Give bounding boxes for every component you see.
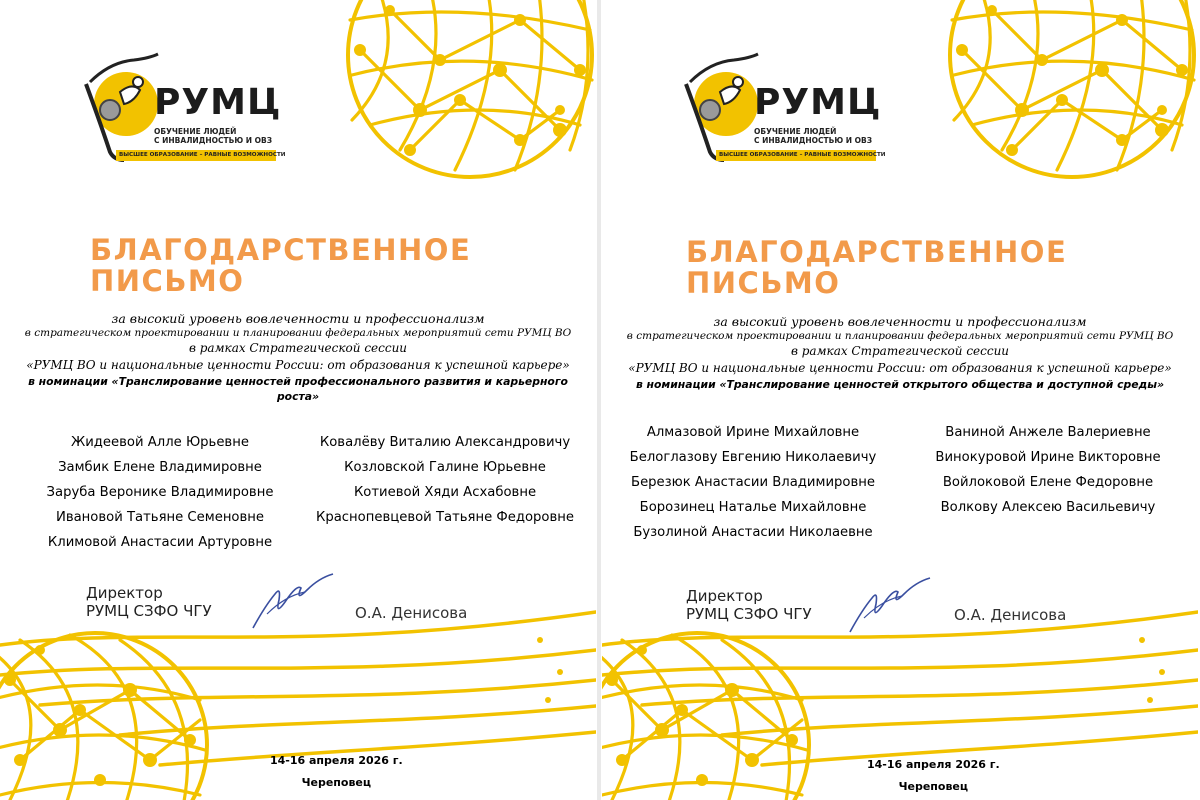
recipient-name: Белоглазову Евгению Николаевичу <box>629 450 877 465</box>
event-date: 14-16 апреля 2026 г. <box>867 758 1000 771</box>
recipient-name: Козловской Галине Юрьевне <box>344 460 546 475</box>
recipient-name: Борозинец Наталье Михайловне <box>639 500 867 515</box>
recipient-name: Ивановой Татьяне Семеновне <box>55 510 265 525</box>
recipient-name: Жидеевой Алле Юрьевне <box>71 435 249 450</box>
recipient-name: Котиевой Хяди Асхабовне <box>353 485 537 500</box>
globe-bottom-left <box>0 633 207 800</box>
recipient-name: Краснопевцевой Татьяне Федоровне <box>315 510 574 525</box>
document-title <box>90 235 471 297</box>
nomination: в номинации «Транслирование ценностей открытого общества и доступной среды» <box>635 378 1165 391</box>
recipient-name: Ваниной Анжеле Валериевне <box>945 425 1151 440</box>
recipient-name: Березюк Анастасии Владимировне <box>631 475 875 490</box>
wave-dots <box>1139 637 1165 703</box>
footer <box>867 754 1000 798</box>
session-title: «РУМЦ ВО и национальные ценности России: от образования к успешной карьере» <box>26 358 570 372</box>
recipient-name: Алмазовой Ирине Михайловне <box>646 425 860 440</box>
wave-dots <box>537 637 563 703</box>
recipient-name: Заруба Веронике Владимировне <box>46 485 274 500</box>
signature-icon <box>245 566 340 636</box>
event-city: Череповец <box>898 780 969 793</box>
signer-name: О.А. Денисова <box>355 604 468 622</box>
globe-bottom-left <box>602 633 809 800</box>
award-context: в стратегическом проектировании и планировании федеральных мероприятий сети РУМЦ ВО <box>24 327 572 339</box>
logo-name: РУМЦ <box>754 82 882 123</box>
recipients-column-1 <box>22 430 298 555</box>
award-reason: за высокий уровень вовлеченности и профессионализм <box>111 311 485 326</box>
logo-tagline: ВЫСШЕЕ ОБРАЗОВАНИЕ – РАВНЫЕ ВОЗМОЖНОСТИ <box>116 150 276 161</box>
recipient-name: Войлоковой Елене Федоровне <box>942 475 1154 490</box>
logo-subtitle-line2: С ИНВАЛИДНОСТЬЮ И ОВЗ <box>154 136 273 145</box>
signer-title-line1: Директор <box>86 584 163 602</box>
letter-right <box>602 0 1198 800</box>
session-line: в рамках Стратегической сессии <box>188 341 408 355</box>
globe-top-right <box>348 0 592 177</box>
award-text <box>602 314 1198 392</box>
logo-emblem-icon <box>680 52 760 164</box>
nomination: в номинации «Транслирование ценностей профессионального развития и карьерного роста» <box>28 375 568 403</box>
award-reason: за высокий уровень вовлеченности и профессионализм <box>713 314 1087 329</box>
logo-subtitle-line1: ОБУЧЕНИЕ ЛЮДЕЙ <box>154 127 237 136</box>
recipients-column-2 <box>908 420 1188 520</box>
globe-top-right <box>950 0 1194 177</box>
logo-tagline: ВЫСШЕЕ ОБРАЗОВАНИЕ – РАВНЫЕ ВОЗМОЖНОСТИ <box>716 150 876 161</box>
award-text <box>0 311 596 404</box>
footer <box>270 750 403 794</box>
signer-name: О.А. Денисова <box>954 606 1067 624</box>
session-title: «РУМЦ ВО и национальные ценности России: от образования к успешной карьере» <box>628 361 1172 375</box>
globe-bottom-nodes <box>4 645 196 786</box>
recipient-name: Винокуровой Ирине Викторовне <box>935 450 1161 465</box>
event-date: 14-16 апреля 2026 г. <box>270 754 403 767</box>
logo-subtitle <box>754 127 874 145</box>
divider <box>597 0 601 800</box>
signer-title-line2: РУМЦ СЗФО ЧГУ <box>686 605 812 623</box>
globe-bottom-nodes <box>606 645 798 786</box>
signer-title-line1: Директор <box>686 587 763 605</box>
globe-top-nodes <box>354 5 586 156</box>
rumc-logo <box>80 52 286 167</box>
logo-emblem-icon <box>80 52 160 164</box>
rumc-logo <box>680 52 886 167</box>
title-line1: БЛАГОДАРСТВЕННОЕ <box>90 233 472 267</box>
document-title <box>686 237 1067 299</box>
recipients-column-2 <box>300 430 590 530</box>
event-city: Череповец <box>301 776 372 789</box>
award-context: в стратегическом проектировании и планировании федеральных мероприятий сети РУМЦ ВО <box>626 330 1174 342</box>
recipient-name: Бузолиной Анастасии Николаевне <box>633 525 873 540</box>
recipients <box>0 430 596 550</box>
logo-subtitle-line1: ОБУЧЕНИЕ ЛЮДЕЙ <box>754 127 837 136</box>
globe-top-nodes <box>956 5 1188 156</box>
recipient-name: Климовой Анастасии Артуровне <box>47 535 273 550</box>
logo-subtitle <box>154 127 274 145</box>
logo-subtitle-line2: С ИНВАЛИДНОСТЬЮ И ОВЗ <box>754 136 873 145</box>
recipient-name: Волкову Алексею Васильевичу <box>940 500 1156 515</box>
recipient-name: Ковалёву Виталию Александровичу <box>319 435 571 450</box>
recipients-column-1 <box>608 420 898 545</box>
logo-name: РУМЦ <box>154 82 282 123</box>
title-line1: БЛАГОДАРСТВЕННОЕ <box>686 235 1068 269</box>
session-line: в рамках Стратегической сессии <box>790 344 1010 358</box>
title-line2: ПИСЬМО <box>686 266 841 300</box>
title-line2: ПИСЬМО <box>90 264 245 298</box>
letter-left <box>0 0 596 800</box>
signature-icon <box>842 570 937 640</box>
signer-title <box>686 587 812 623</box>
recipient-name: Замбик Елене Владимировне <box>58 460 262 475</box>
signer-title <box>86 584 212 620</box>
recipients <box>602 420 1198 540</box>
signer-title-line2: РУМЦ СЗФО ЧГУ <box>86 602 212 620</box>
